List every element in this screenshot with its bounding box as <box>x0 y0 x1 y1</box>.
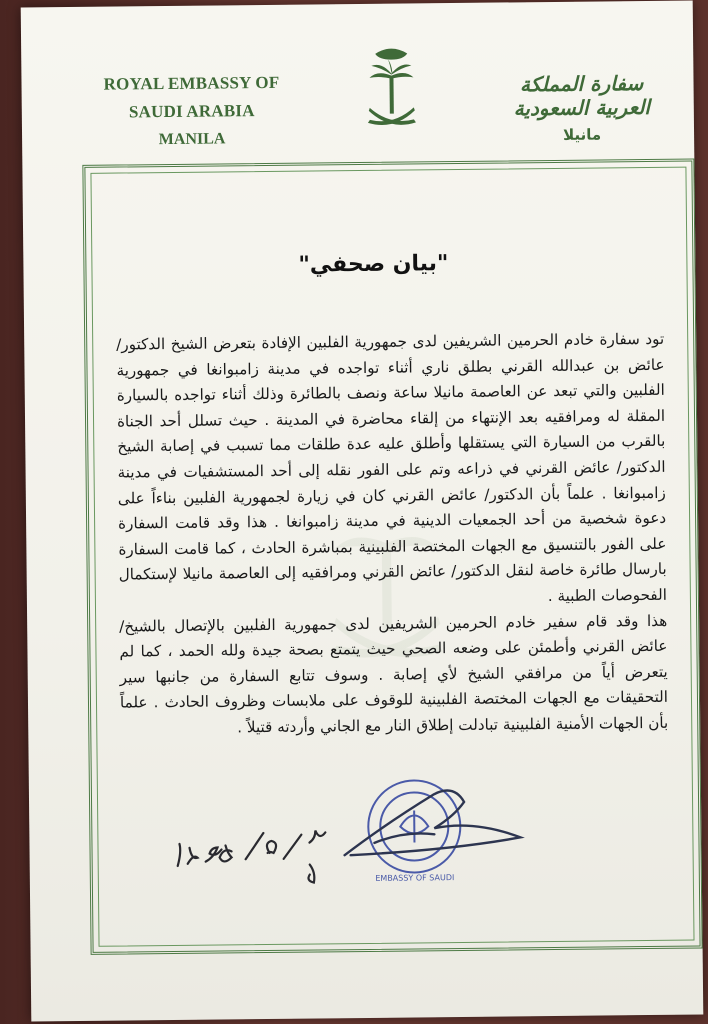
body-paragraph: تود سفارة خادم الحرمين الشريفين لدى جمهورية الفلبين الإفادة بتعرض الشيخ الدكتور/ عائض بن عبدالله القرني بطلق ناري أثناء تواجده في مدينة زامبوانغا في جمهورية الفلبين والتي تبعد عن العاصمة مانيلا ساعة ونصف بالطائرة وذلك أثناء تواجده بالسيارة المقلة له ومرافقيه بعد الإنتهاء من إلقاء محاضرة في المدينة . حيث تسلل أحد الجناة بالقرب من السيارة التي يستقلها وأطلق عليه عدة طلقات مما تسبب في إصابة الشيخ الدكتور/ عائض القرني في ذراعه وتم على الفور نقله إلى أحد المستشفيات في مدينة زامبوانغا . علماً بأن الدكتور/ عائض القرني كان في زيارة لجمهورية الفلبين بناءاً على دعوة شخصية من أحد الجمعيات الدينية في مدينة زامبوانغا . هذا وقد قامت السفارة على الفور بالتنسيق مع الجهات المختصة الفلبينية بمباشرة الحادث ، كما قامت السفارة بارسال طائرة خاصة لنقل الدكتور/ عائض القرني ومرافقيه إلى العاصمة مانيلا لإستكمال الفحوصات الطبية . <box>116 329 667 605</box>
letterhead-arabic <box>491 71 672 145</box>
palm-swords-emblem-icon <box>361 45 422 141</box>
handwritten-date <box>169 812 340 894</box>
seal-text: EMBASSY OF SAUDI <box>375 873 455 883</box>
press-release-body <box>116 327 668 742</box>
embassy-seal-icon <box>334 767 545 889</box>
press-release-title: "بيان صحفي" <box>298 251 449 278</box>
embassy-city-english: MANILA <box>158 130 226 149</box>
embassy-name-arabic: سفارة المملكة العربية السعودية <box>513 71 651 121</box>
body-paragraph: هذا وقد قام سفير خادم الحرمين الشريفين لدى جمهورية الفلبين بالإتصال بالشيخ/ عائض القرني وأطمئن على وضعه الصحي حيث يتمتع بصحة جيدة ولله الحمد ، كما لم يتعرض أياً من مرافقي الشيخ لأي إصابة . وسوف تتابع السفارة من جانبها سير التحقيقات مع الجهات المختصة الفلبينية للوقوف على ملابسات وظروف الحادث . علماً بأن الجهات الأمنية الفلبينية تبادلت إطلاق النار مع الجاني وأردته قتيلاً . <box>119 611 669 737</box>
embassy-name-english: ROYAL EMBASSY OF SAUDI ARABIA <box>103 72 280 122</box>
letter-page <box>21 1 704 1022</box>
letterhead-english <box>81 69 302 155</box>
embassy-city-arabic: مانيلا <box>562 125 602 144</box>
